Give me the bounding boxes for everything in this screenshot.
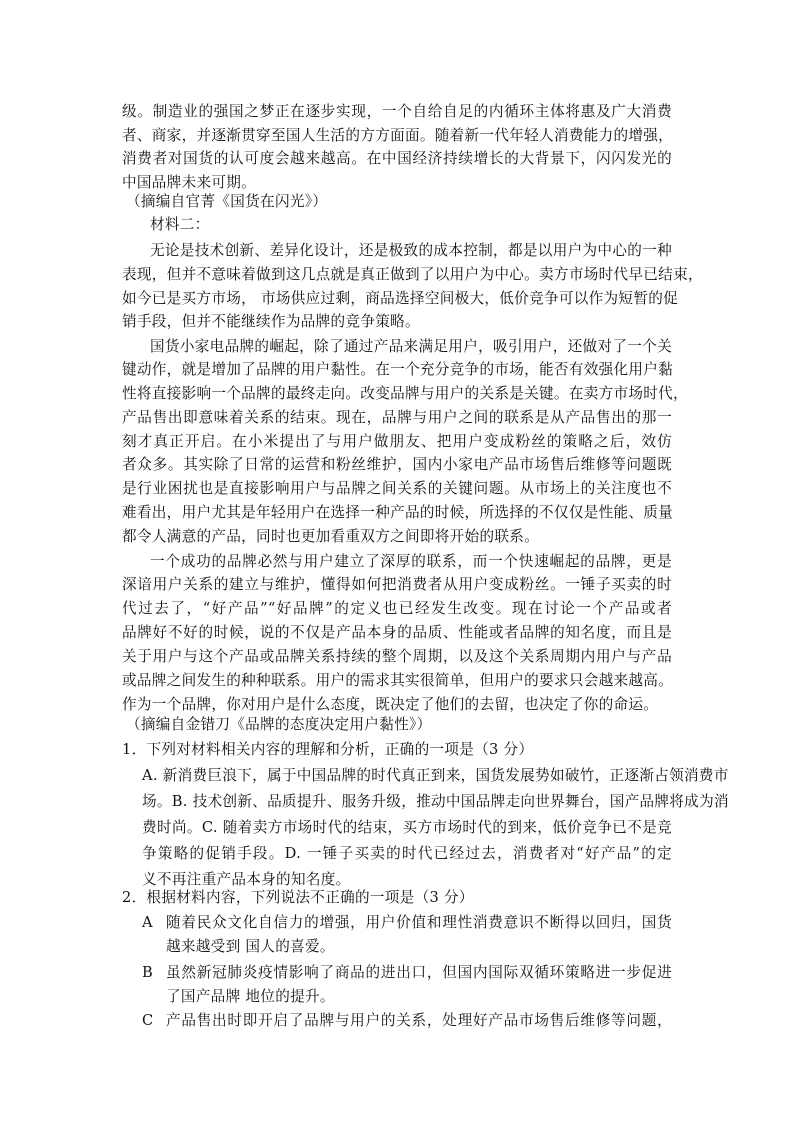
text-line: 者众多。其实除了日常的运营和粉丝维护，国内小家电产品市场售后维修等问题既 [122, 456, 672, 473]
question-1-options: 争策略的促销手段。D. 一锤子买卖的时代已经过去，消费者对“好产品”的定 [142, 845, 672, 862]
text-line: 中国品牌未来可期。 [122, 174, 257, 191]
option-b-text: 虽然新冠肺炎疫情影响了商品的进出口，但国内国际双循环策略进一步促进 [166, 964, 672, 981]
text-line: 产品售出即意味着关系的结束。现在，品牌与用户之间的联系是从产品售出的那一 [122, 409, 672, 426]
text-line: 或品牌之间发生的种种联系。用户的需求其实很简单，但用户的要求只会越来越高。 [122, 672, 674, 689]
text-line: 者、商家，并逐渐贯穿至国人生活的方方面面。随着新一代年轻人消费能力的增强， [122, 127, 674, 144]
option-c-text: 产品售出时即开启了品牌与用户的关系，处理好产品市场售后维修等问题， [166, 1012, 672, 1029]
question-1-options: 义不再注重产品本身的知名度。 [142, 871, 351, 888]
question-1-options: 场。B. 技术创新、品质提升、服务升级，推动中国品牌走向世界舞台，国产品牌将成为消 [142, 793, 729, 810]
option-b-letter: B [142, 964, 153, 981]
question-1-options: A. 新消费巨浪下，属于中国品牌的时代真正到来，国货发展势如破竹，正逐渐占领消费市 [142, 767, 729, 784]
section-heading: 材料二： [150, 216, 210, 233]
option-a-letter: A [142, 914, 153, 931]
text-line: 性将直接影响一个品牌的最终走向。改变品牌与用户的关系是关键。在卖方市场时代， [122, 385, 688, 402]
text-line: 深谙用户关系的建立与维护，懂得如何把消费者从用户变成粉丝。一锤子买卖的时 [122, 576, 672, 593]
text-line: 刻才真正开启。在小米提出了与用户做朋友、把用户变成粉丝的策略之后，效仿 [122, 433, 672, 450]
text-line: 表现，但并不意味着做到这几点就是真正做到了以用户为中心。卖方市场时代早已结束， [122, 266, 703, 283]
text-line: 键动作，就是增加了品牌的用户黏性。在一个充分竞争的市场，能否有效强化用户黏 [122, 361, 674, 378]
text-line: 是行业困扰也是直接影响用户与品牌之间关系的关键问题。从市场上的关注度也不 [122, 480, 672, 497]
text-line: 代过去了，“好产品”“好品牌”的定义也已经发生改变。现在讨论一个产品或者 [122, 600, 672, 617]
question-1-stem: 1．下列对材料相关内容的理解和分析，正确的一项是（3 分） [122, 741, 534, 758]
option-a-text: 越来越受到 国人的喜爱。 [166, 938, 335, 955]
text-line: 国货小家电品牌的崛起，除了通过产品来满足用户，吸引用户，还做对了一个关 [150, 338, 672, 355]
source-citation: （摘编自官菁《国货在闪光》） [126, 193, 328, 210]
question-2-stem: 2．根据材料内容，下列说法不正确的一项是（3 分） [122, 889, 474, 906]
source-citation: （摘编自金错刀《品牌的态度决定用户黏性》） [126, 716, 432, 733]
option-b-text: 了国产品牌 地位的提升。 [166, 988, 335, 1005]
text-line: 无论是技术创新、差异化设计，还是极致的成本控制，都是以用户为中心的一种 [150, 242, 672, 259]
text-line: 一个成功的品牌必然与用户建立了深厚的联系，而一个快速崛起的品牌，更是 [150, 553, 672, 570]
text-line: 品牌好不好的时候，说的不仅是产品本身的品质、性能或者品牌的知名度，而且是 [122, 624, 672, 641]
text-line: 如今已是买方市场， 市场供应过剩，商品选择空间极大，低价竞争可以作为短暂的促 [122, 290, 679, 307]
text-line: 关于用户与这个产品或品牌关系持续的整个周期，以及这个关系周期内用户与产品 [122, 648, 672, 665]
text-line: 消费者对国货的认可度会越来越高。在中国经济持续增长的大背景下，闪闪发光的 [122, 150, 672, 167]
text-line: 难看出，用户尤其是年轻用户在选择一种产品的时候，所选择的不仅仅是性能、质量 [122, 504, 674, 521]
text-line: 级。制造业的强国之梦正在逐步实现，一个自给自足的内循环主体将惠及广大消费 [122, 103, 672, 120]
text-line: 都令人满意的产品，同时也更加看重双方之间即将开始的联系。 [122, 528, 540, 545]
text-line: 作为一个品牌，你对用户是什么态度，既决定了他们的去留，也决定了你的命运。 [122, 696, 659, 713]
option-c-letter: C [142, 1012, 154, 1029]
text-line: 销手段，但并不能继续作为品牌的竞争策略。 [122, 313, 420, 330]
question-1-options: 费时尚。C. 随着卖方市场时代的结束，买方市场时代的到来，低价竞争已不是竞 [142, 819, 672, 836]
option-a-text: 随着民众文化自信力的增强，用户价值和理性消费意识不断得以回归，国货 [166, 914, 672, 931]
